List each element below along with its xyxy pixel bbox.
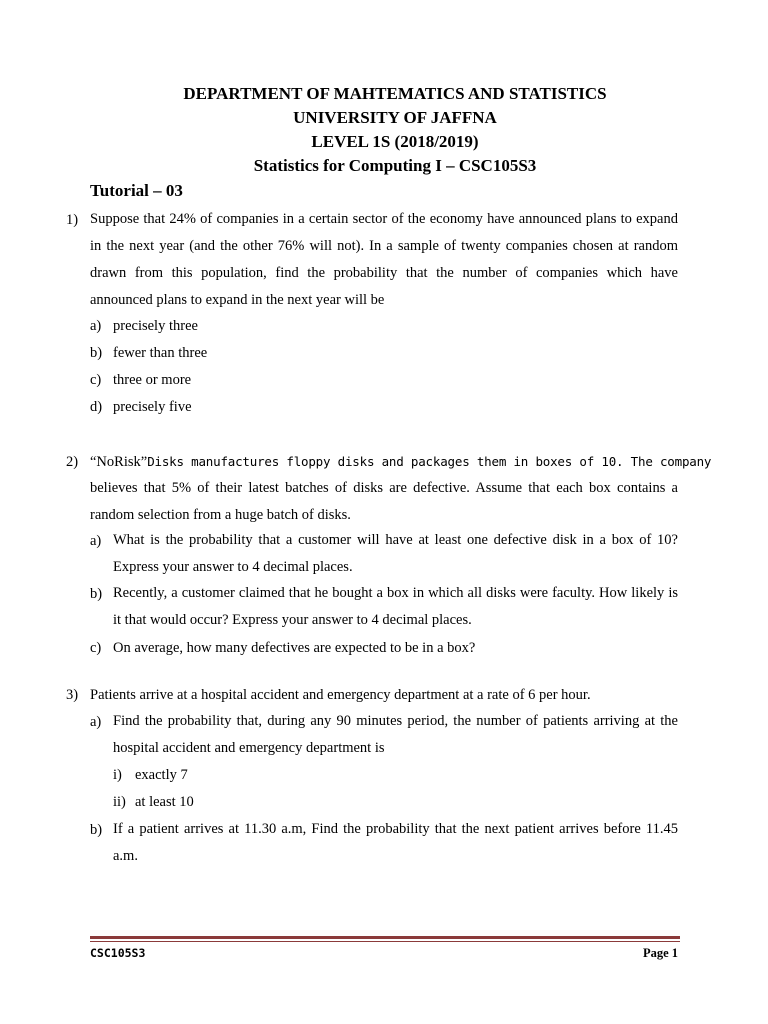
part-text: precisely five [113,399,192,415]
part-label: d) [90,399,103,415]
part-label: c) [90,372,102,388]
part-label: b) [90,586,103,602]
footer-divider-thick [90,936,680,939]
tutorial-title: Tutorial – 03 [90,181,183,200]
level-title: LEVEL 1S (2018/2019) [311,132,479,151]
subpart-label: i) [113,767,122,783]
question-1-text: Suppose that 24% of companies in a certain sector of the economy have announced plans to expand in the next year (and the other 76% will not). In a sample of twenty companies chosen at random drawn from this population, find the probability that the number of companies which have announced plans to expand in the next year will be [90,211,678,308]
part-text: On average, how many defectives are expected to be in a box? [113,640,476,656]
part-text: three or more [113,372,192,388]
part-label: a) [90,318,102,334]
part-text: What is the probability that a customer will have at least one defective disk in a box of 10? Express your answer to 4 decimal places. [113,532,678,575]
question-2-mono-text: Disks manufactures floppy disks and packages them in boxes of 10. The company [147,454,712,469]
subpart-text: at least 10 [135,794,194,810]
part-text: Find the probability that, during any 90 minutes period, the number of patients arriving at the hospital accident and emergency department is [113,713,678,756]
brand-name: “NoRisk” [90,454,148,470]
subpart-label: ii) [113,794,126,810]
footer-page-number: Page 1 [642,946,678,960]
course-title: Statistics for Computing I – CSC105S3 [253,156,537,175]
part-text: fewer than three [113,345,208,361]
subpart-text: exactly 7 [135,767,188,783]
question-3-text: Patients arrive at a hospital accident and emergency department at a rate of 6 per hour. [90,687,591,703]
question-2-first-line [90,452,712,472]
department-title: DEPARTMENT OF MAHTEMATICS AND STATISTICS [183,84,607,103]
footer-divider-thin [90,941,680,942]
part-label: a) [90,714,102,730]
question-number: 3) [66,687,79,703]
part-text: precisely three [113,318,198,334]
question-number: 2) [66,454,79,470]
part-text: Recently, a customer claimed that he bought a box in which all disks were faculty. How likely is it that would occur? Express your answer to 4 decimal places. [113,585,678,628]
part-label: b) [90,345,103,361]
part-label: c) [90,640,102,656]
part-label: a) [90,533,102,549]
footer-course-code: CSC105S3 [90,946,146,960]
part-text: If a patient arrives at 11.30 a.m, Find the probability that the next patient arrives before 11.45 a.m. [113,821,678,864]
question-2-text: believes that 5% of their latest batches of disks are defective. Assume that each box contains a random selection from a huge batch of disks. [90,480,678,523]
question-number: 1) [66,212,79,228]
university-title: UNIVERSITY OF JAFFNA [293,108,497,127]
part-label: b) [90,822,103,838]
